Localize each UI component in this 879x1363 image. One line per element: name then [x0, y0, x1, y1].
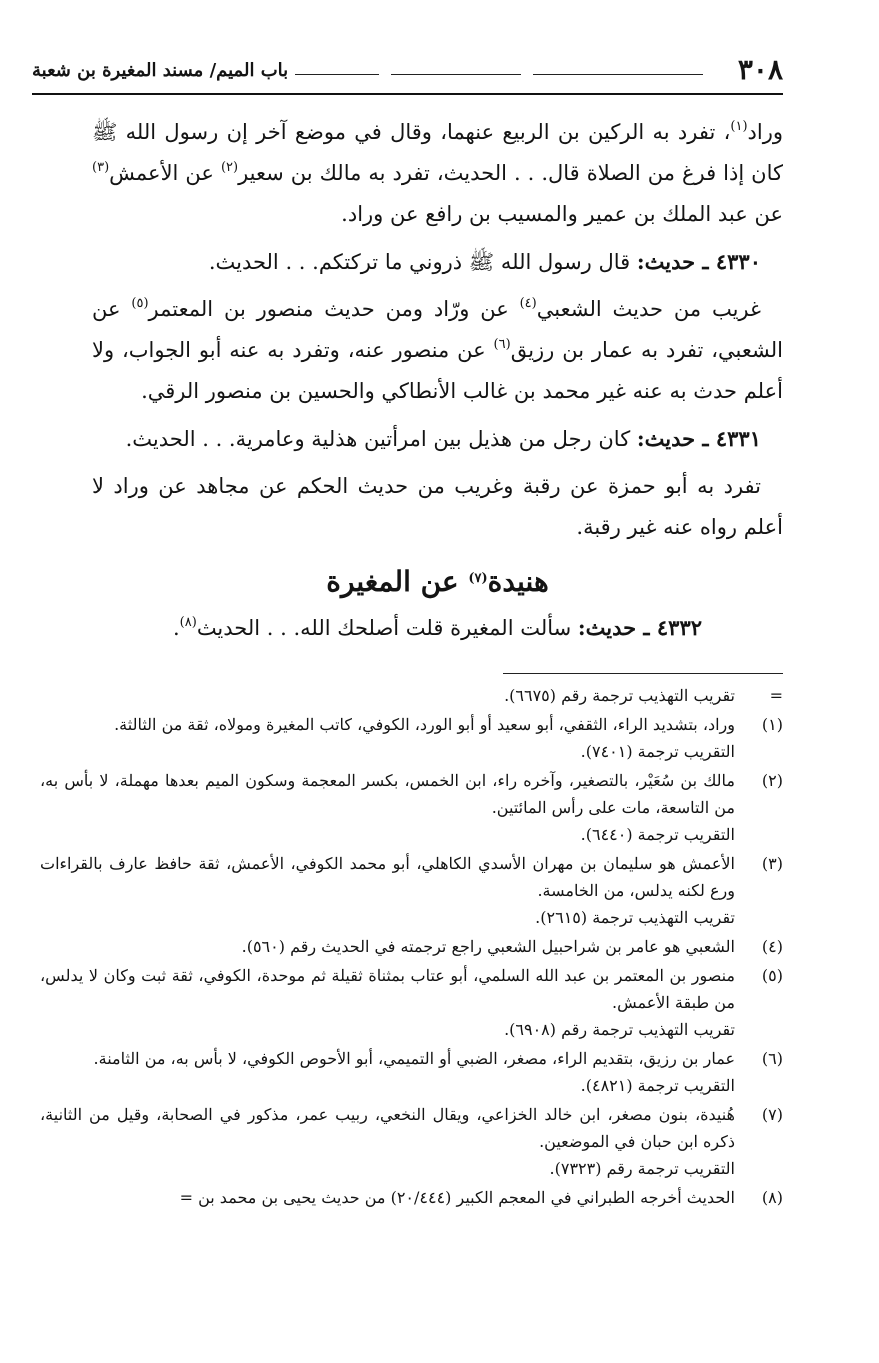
- footnote-number: (٣): [761, 854, 783, 873]
- hadith-number: ٤٣٣٢: [656, 615, 703, 640]
- footnote-number: (٥): [761, 966, 783, 985]
- footnote-text: تقريب التهذيب ترجمة رقم (٦٦٧٥).: [504, 686, 735, 705]
- footnote-text: الشعبي هو عامر بن شراحبيل الشعبي راجع ترجمته في الحديث رقم (٥٦٠).: [241, 937, 735, 956]
- text-run: عن منصور عنه، وتفرد به عنه أبو الجواب، ولا أعلم حدث به عنه غير محمد بن غالب الأنطاكي والحسين بن منصور الرقي.: [92, 338, 783, 403]
- text-run: عن عبد الملك بن عمير والمسيب بن رافع عن وراد.: [341, 202, 783, 226]
- footnote-text: منصور بن المعتمر بن عبد الله السلمي، أبو عتاب بمثناة ثقيلة ثم موحدة، الكوفي، ثقة ثبت وكان لا يدلس، من طبقة الأعمش.: [40, 966, 735, 1012]
- paragraph: تفرد به أبو حمزة عن رقبة وغريب من حديث الحكم عن مجاهد عن وراد لا أعلم رواه عنه غير رقبة.: [92, 474, 783, 539]
- header-dash: [391, 74, 521, 75]
- main-text: [92, 112, 783, 548]
- hadith-label: ـ حديث:: [636, 426, 716, 451]
- text-run: ، تفرد به الركين بن الربيع عنهما، وقال في موضع آخر إن رسول الله ﷺ كان إذا فرغ من الصلاة قال. . . الحديث، تفرد به مالك بن سعير: [92, 120, 784, 185]
- text-run: غريب من حديث الشعبي: [536, 297, 761, 321]
- header-dash: [533, 74, 703, 75]
- footnote-item: [40, 767, 783, 848]
- footnote-text: وراد، بتشديد الراء، الثقفي، أبو سعيد أو أبو الورد، الكوفي، كاتب المغيرة ومولاه، ثقة من الثالثة.: [114, 715, 735, 734]
- page-number: ٣٠٨: [737, 53, 783, 86]
- footnote-number: (٨): [761, 1188, 783, 1207]
- footnote-number: (٢): [761, 771, 783, 790]
- footnote-ref: (٤): [519, 296, 537, 311]
- footnote-text: مالك بن سُعَيْر، بالتصغير، وآخره راء، ابن الخمس، بكسر المعجمة وسكون الميم بعدها مهملة، لا بأس به، من التاسعة، مات على رأس المائتين.: [40, 771, 735, 817]
- footnote-item: [40, 1184, 783, 1211]
- text-run: عن ورّاد ومن حديث منصور بن المعتمر: [148, 297, 520, 321]
- footnote-item: [40, 1045, 783, 1099]
- section-heading: [92, 560, 783, 604]
- text-run: وراد: [747, 120, 783, 144]
- heading-text: هنيدة: [487, 565, 549, 598]
- footnote-ref: (٥): [131, 296, 149, 311]
- footnotes: [40, 682, 783, 1213]
- footnote-list: [40, 711, 783, 1211]
- footnote-reference: التقريب ترجمة (٧٤٠١).: [580, 742, 735, 761]
- heading-text: عن المغيرة: [326, 565, 469, 598]
- footnote-ref: (٢): [220, 160, 239, 175]
- footnote-item: [40, 1101, 783, 1182]
- footnote-ref: (١): [730, 119, 748, 134]
- text-run: .: [172, 616, 180, 640]
- footnote-item: [40, 711, 783, 765]
- footnote-ref: (٦): [493, 337, 511, 352]
- hadith-4330: [92, 241, 783, 283]
- hadith-number: ٤٣٣١: [715, 426, 761, 451]
- footnote-ref: (٨): [179, 615, 197, 630]
- footnote-number: (٦): [761, 1049, 783, 1068]
- footnote-number: (١): [761, 715, 783, 734]
- footnote-reference: التقريب ترجمة (٤٨٢١).: [580, 1076, 735, 1095]
- footnote-reference: تقريب التهذيب ترجمة (٢٦١٥).: [535, 908, 735, 927]
- footnote-reference: تقريب التهذيب ترجمة رقم (٦٩٠٨).: [504, 1020, 735, 1039]
- hadith-text: سألت المغيرة قلت أصلحك الله. . . الحديث: [196, 616, 578, 640]
- footnote-text: الأعمش هو سليمان بن مهران الأسدي الكاهلي، أبو محمد الكوفي، الأعمش، ثقة حافظ عارف بالقراءات ورع لكنه يدلس، من الخامسة.: [40, 854, 735, 900]
- text-run: عن الشعبي، تفرد به عمار بن رزيق: [92, 297, 783, 362]
- footnote-text: عمار بن رزيق، بتقديم الراء، مصغر، الضبي أو التميمي، أبو الأحوص الكوفي، لا بأس به، من الثامنة.: [93, 1049, 735, 1068]
- footnote-reference: التقريب ترجمة رقم (٧٣٢٣).: [549, 1159, 735, 1178]
- hadith-label: ـ حديث:: [577, 615, 657, 640]
- text-run: عن الأعمش: [109, 161, 221, 185]
- footnote-ref: (٧): [468, 571, 488, 586]
- footnote-text: الحديث أخرجه الطبراني في المعجم الكبير (٢٠/٤٤٤) من حديث يحيى بن محمد بن =: [179, 1188, 735, 1207]
- footnote-ref: (٣): [92, 160, 110, 175]
- running-title: باب الميم/ مسند المغيرة بن شعبة: [32, 60, 289, 81]
- footnote-continuation: [40, 682, 783, 709]
- continuation-mark: =: [769, 686, 783, 705]
- hadith-text: كان رجل من هذيل بين امرأتين هذلية وعامرية. . . الحديث.: [125, 427, 637, 451]
- paragraph: [92, 289, 783, 412]
- hadith-4332: [92, 608, 783, 648]
- paragraph: [92, 112, 783, 235]
- running-header: [32, 50, 783, 94]
- header-rule: [32, 93, 783, 95]
- footnote-reference: التقريب ترجمة (٦٤٤٠).: [580, 825, 735, 844]
- hadith-text: قال رسول الله ﷺ ذروني ما تركتكم. . . الحديث.: [208, 250, 637, 274]
- hadith-label: ـ حديث:: [636, 249, 716, 274]
- footnote-number: (٤): [761, 937, 783, 956]
- hadith-number: ٤٣٣٠: [715, 249, 761, 274]
- footnote-item: [40, 850, 783, 931]
- hadith-4331: [92, 418, 783, 460]
- header-dash: [295, 74, 379, 75]
- footnote-text: هُنيدة، بنون مصغر، ابن خالد الخزاعي، ويقال النخعي، ربيب عمر، مذكور في الصحابة، وقيل من الثانية، ذكره ابن حبان في الموضعين.: [40, 1105, 735, 1151]
- footnote-item: [40, 962, 783, 1043]
- footnote-rule: [503, 673, 783, 674]
- footnote-number: (٧): [761, 1105, 783, 1124]
- footnote-item: [40, 933, 783, 960]
